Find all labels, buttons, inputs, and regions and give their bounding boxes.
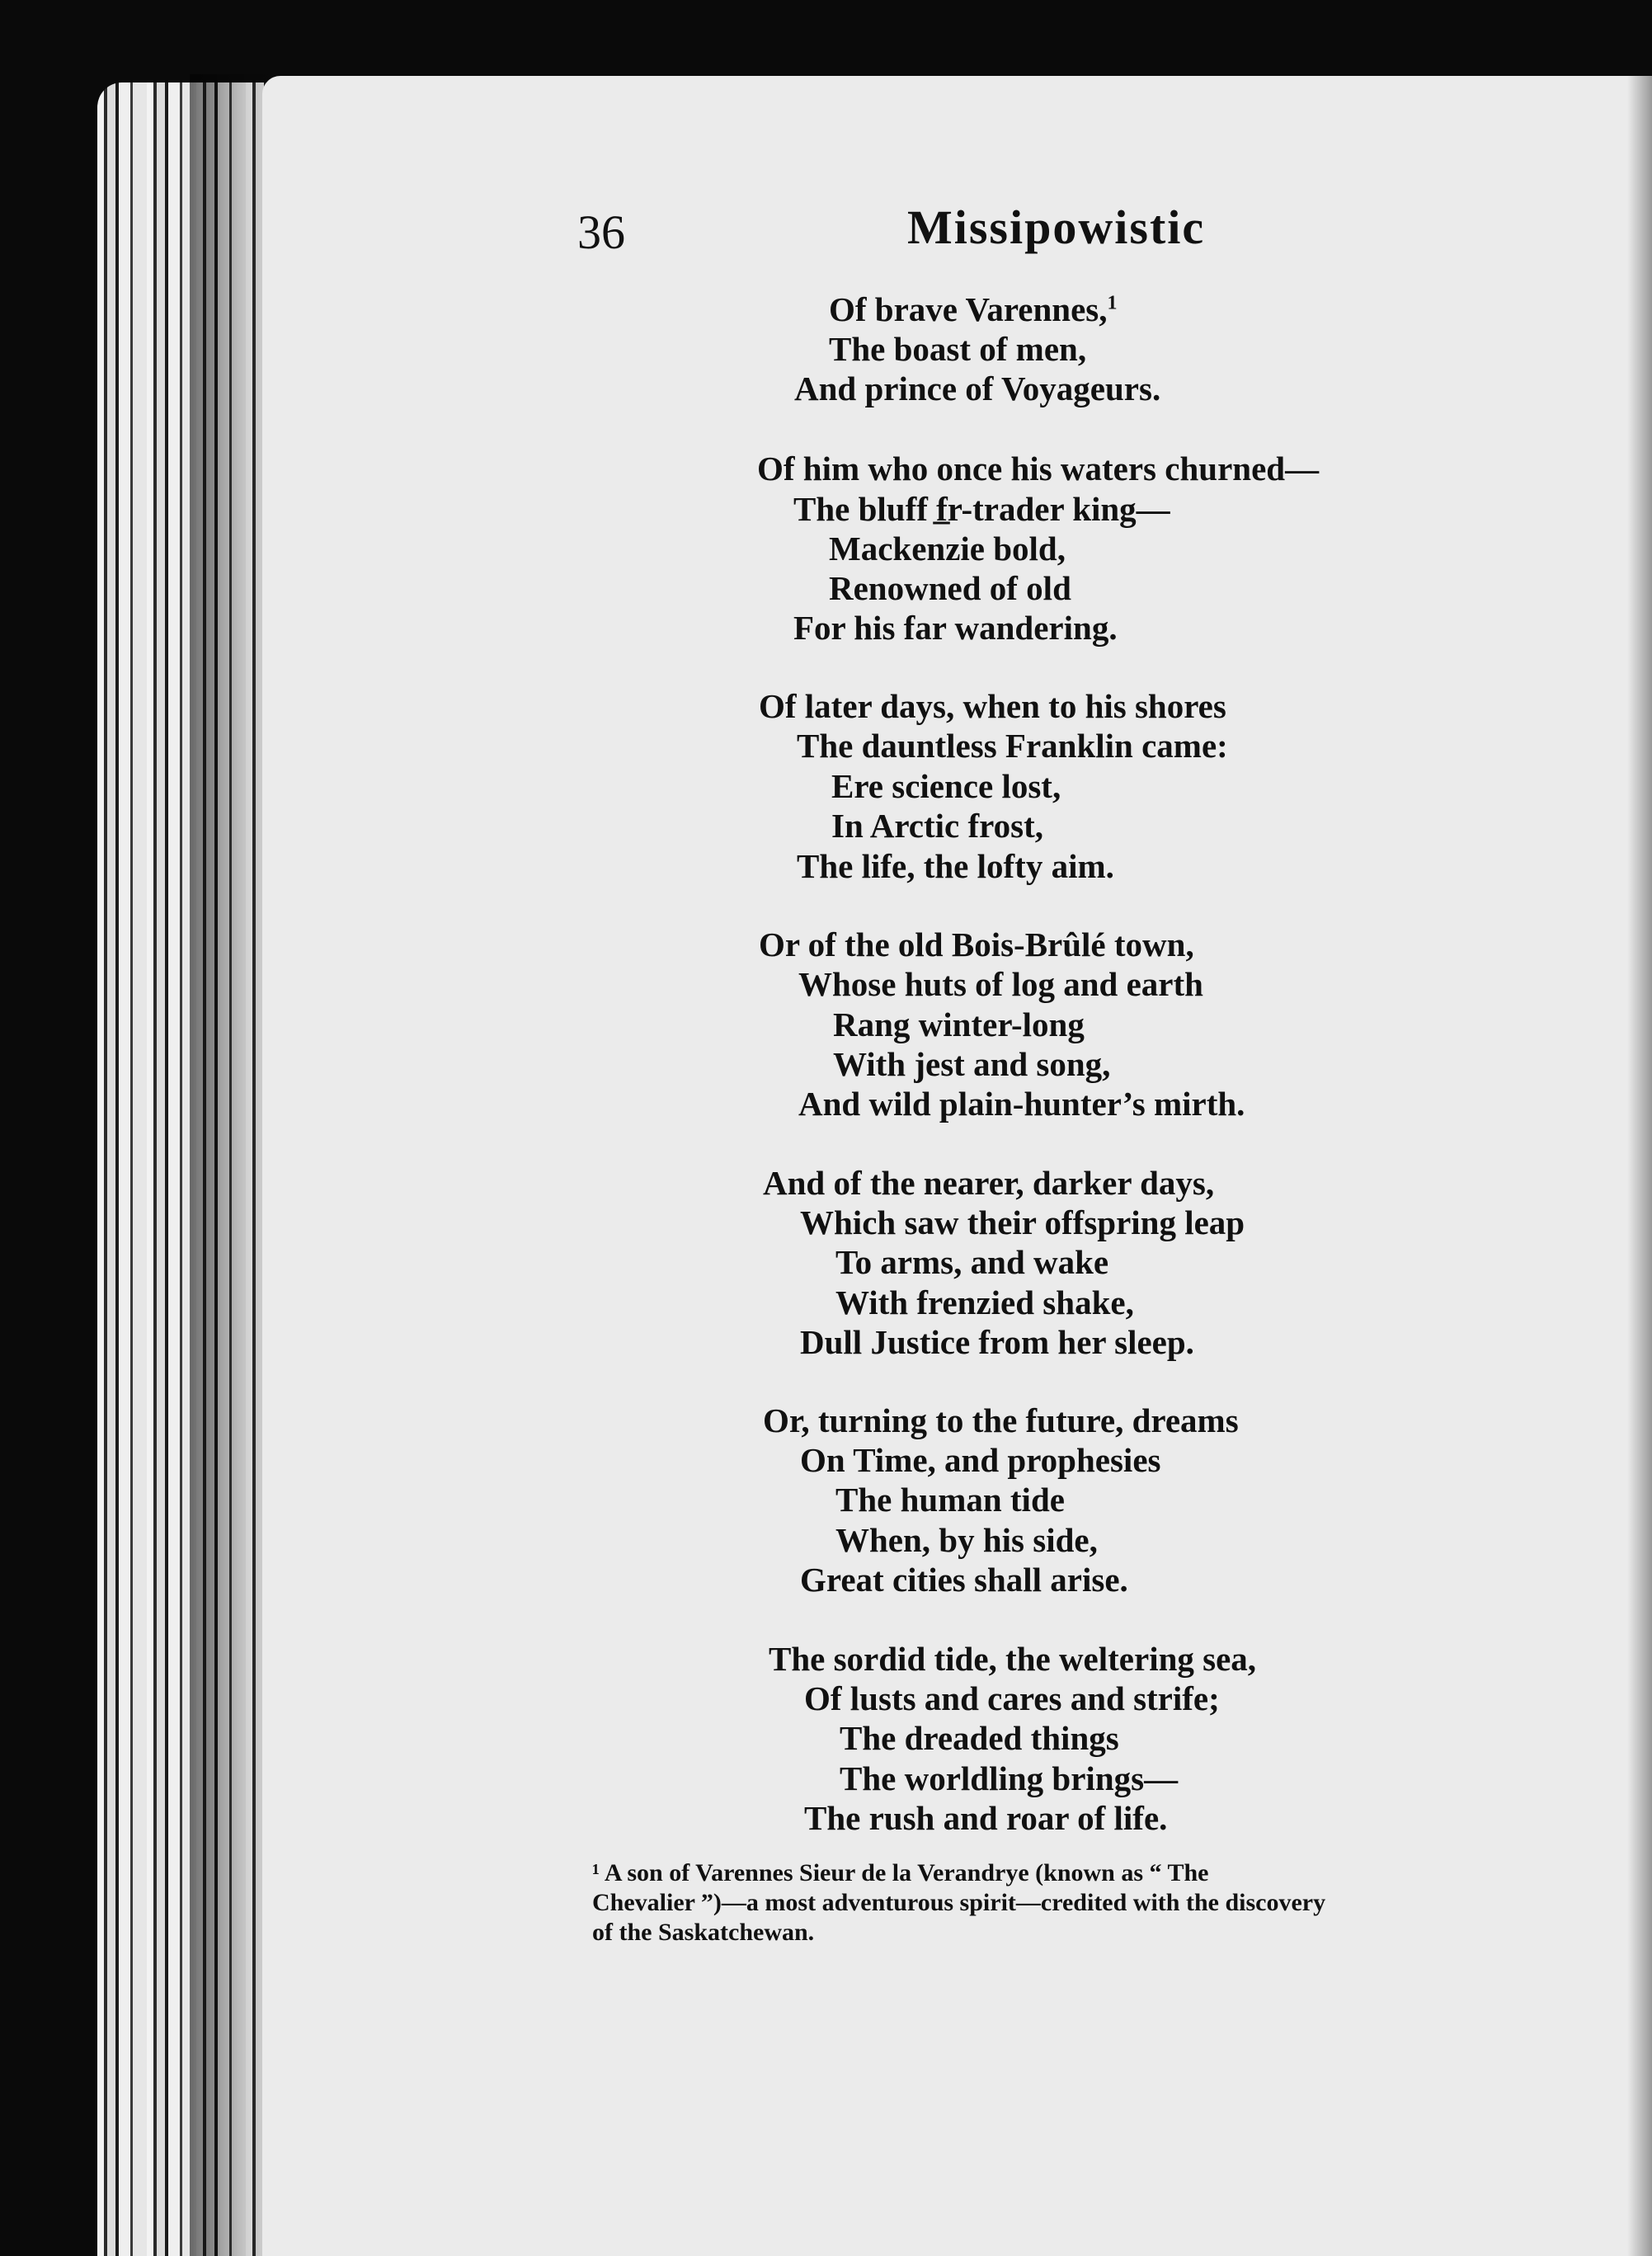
poem-line-text: The dauntless Franklin came:: [797, 727, 1228, 765]
poem-line: [829, 532, 1066, 566]
poem-line-text: Of lusts and cares and strife;: [804, 1679, 1220, 1717]
poem-line: [759, 925, 1194, 963]
poem-line-text: Ere science lost,: [831, 767, 1061, 805]
poem-line: [800, 1203, 1245, 1241]
poem-line: [835, 1283, 1134, 1321]
poem-line: [833, 1045, 1111, 1083]
footnote-line: ¹ A son of Varennes Sieur de la Verandrye (known as “ The: [592, 1859, 1209, 1886]
poem-line: [798, 965, 1203, 1003]
poem-line: [804, 1799, 1168, 1837]
footnote-line: Chevalier ”)—a most adventurous spirit—credited with the discovery: [592, 1889, 1326, 1916]
poem-line: [800, 1323, 1194, 1361]
poem-line: [793, 492, 1170, 526]
poem-line: [763, 1166, 1214, 1200]
poem-line: [769, 1642, 1256, 1676]
poem-line-text: For his far wandering.: [793, 609, 1118, 647]
poem-line-text: With frenzied shake,: [835, 1283, 1134, 1321]
poem-line-text: The dreaded things: [840, 1719, 1119, 1757]
poem-line: [840, 1721, 1119, 1755]
poem-line-text: The rush and roar of life.: [804, 1799, 1168, 1837]
poem-line-text: Of brave Varennes,: [829, 290, 1108, 328]
poem-line: [835, 1243, 1109, 1281]
poem-line-text: Or of the old Bois-Brûlé town,: [759, 925, 1194, 963]
poem-line: [833, 1008, 1085, 1042]
poem-line: [798, 1087, 1245, 1121]
poem-line: [804, 1679, 1220, 1717]
poem-line: [831, 809, 1043, 843]
poem-line-text: In Arctic frost,: [831, 807, 1043, 845]
poem-line-text: The boast of men,: [829, 330, 1087, 368]
poem-line: [797, 847, 1114, 885]
poem-line-text: Or, turning to the future, dreams: [763, 1401, 1239, 1439]
page-edge-shade: [1627, 76, 1652, 2256]
poem-line: [797, 729, 1228, 763]
poem-line-text: The human tide: [835, 1481, 1065, 1519]
running-title: Missipowistic: [907, 200, 1206, 254]
footnote-marker: 1: [1107, 292, 1118, 314]
poem-line: [835, 1521, 1098, 1559]
poem-line: [793, 611, 1118, 645]
poem-line: [763, 1401, 1239, 1439]
poem-line: [759, 687, 1226, 725]
poem-line: [829, 569, 1071, 607]
poem-line: [835, 1483, 1065, 1517]
footnote-line: of the Saskatchewan.: [592, 1919, 815, 1946]
poem-line-text: Great cities shall arise.: [800, 1561, 1128, 1599]
poem-line-text: With jest and song,: [833, 1045, 1111, 1083]
poem-line-text: And prince of Voyageurs.: [794, 370, 1161, 407]
poem-line: [800, 1441, 1161, 1479]
poem-line-text: Dull Justice from her sleep.: [800, 1323, 1194, 1361]
poem-line: [794, 372, 1160, 406]
poem-line-text: To arms, and wake: [835, 1243, 1109, 1281]
page-number: 36: [577, 205, 625, 259]
poem-line-text: Of him who once his waters churned—: [757, 450, 1320, 487]
poem-line-text: The worldling brings—: [840, 1759, 1179, 1797]
poem-line: [831, 767, 1061, 805]
poem-line-text: Of later days, when to his shores: [759, 687, 1226, 725]
poem-line-text: Whose huts of log and earth: [798, 965, 1203, 1003]
poem-line: [840, 1759, 1179, 1797]
poem-line: [800, 1563, 1128, 1597]
poem-line: [757, 452, 1319, 486]
poem-line-text: Rang winter-long: [833, 1006, 1085, 1043]
poem-line-text: Which saw their offspring leap: [800, 1203, 1245, 1241]
poem-line-text: And wild plain-hunter’s mirth.: [798, 1085, 1245, 1123]
poem-line: [829, 332, 1086, 366]
poem-line-text: The sordid tide, the weltering sea,: [769, 1640, 1257, 1678]
footnote: [592, 1858, 1561, 1948]
poem-line-text: On Time, and prophesies: [800, 1441, 1161, 1479]
poem-line: [829, 290, 1118, 328]
poem-line-text: The life, the lofty aim.: [797, 847, 1114, 885]
poem-line-text: The bluff f̲r-trader king—: [793, 490, 1170, 528]
poem-line-text: Renowned of old: [829, 569, 1071, 607]
poem-line-text: When, by his side,: [835, 1521, 1098, 1559]
poem-line-text: And of the nearer, darker days,: [763, 1164, 1215, 1202]
poem-line-text: Mackenzie bold,: [829, 530, 1066, 568]
